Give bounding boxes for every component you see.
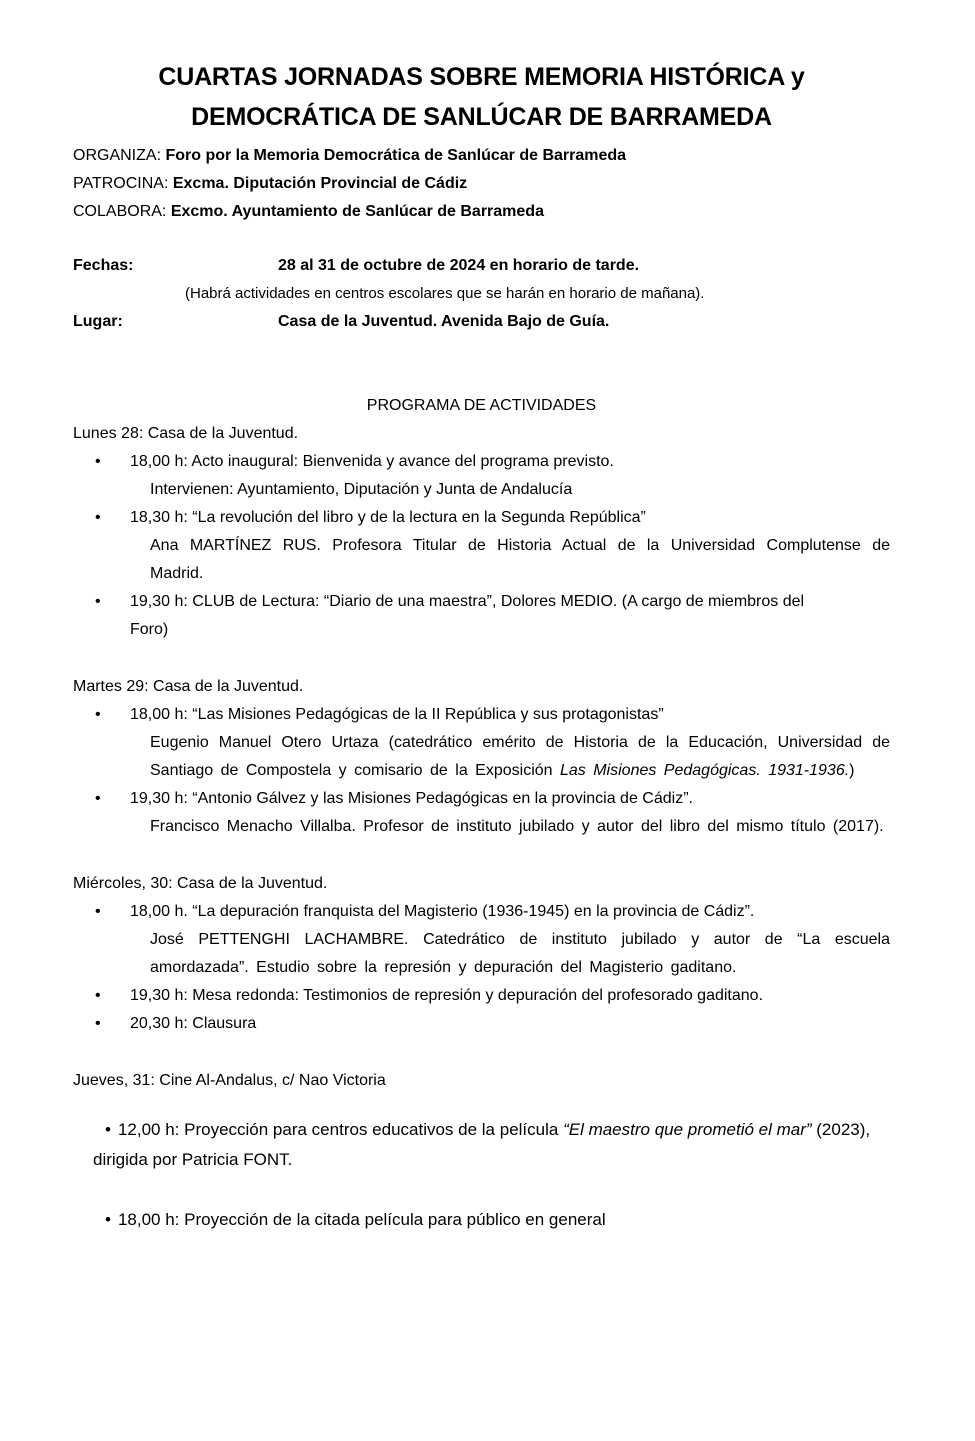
schedule-item	[73, 588, 890, 644]
speaker-detail: Francisco Menacho Villalba. Profesor de instituto jubilado y autor del libro del mismo título (2017).	[150, 818, 884, 835]
film-title-italic: “El maestro que prometió el mar”	[563, 1120, 812, 1139]
film-screening-item	[93, 1205, 890, 1235]
item-text: 12,00 h: Proyección para centros educativos de la película	[117, 1120, 564, 1139]
speaker-detail: Intervienen: Ayuntamiento, Diputación y Junta de Andalucía	[150, 481, 573, 498]
document-title	[73, 57, 890, 137]
day-title-monday: Lunes 28: Casa de la Juventud.	[73, 425, 299, 442]
item-text: 19,30 h: CLUB de Lectura: “Diario de una maestra”, Dolores MEDIO. (A cargo de miembros del Foro)	[130, 593, 805, 638]
item-text: 18,00 h: “Las Misiones Pedagógicas de la II República y sus protagonistas”	[130, 706, 664, 723]
fechas-label: Fechas:	[73, 257, 134, 274]
item-text: 20,30 h: Clausura	[130, 1015, 257, 1032]
colabora-label: COLABORA:	[73, 203, 171, 220]
credits-block	[73, 142, 890, 226]
bullet-icon: •	[95, 1015, 101, 1032]
bullet-icon: •	[95, 790, 101, 807]
day-section-tuesday	[73, 673, 890, 841]
item-text: (2023), dirigida por Patricia FONT.	[93, 1120, 871, 1169]
document-title-line1: CUARTAS JORNADAS SOBRE MEMORIA HISTÓRICA y	[158, 63, 805, 91]
schedule-item	[73, 898, 890, 926]
speaker-detail: Ana MARTÍNEZ RUS. Profesora Titular de Historia Actual de la Universidad Complutense de Madrid.	[150, 537, 890, 582]
day-section-wednesday	[73, 870, 890, 1038]
item-text: 18,00 h: Proyección de la citada película para público en general	[117, 1210, 606, 1229]
bullet-icon: •	[105, 1120, 111, 1139]
bullet-icon: •	[95, 903, 101, 920]
credit-colabora	[73, 198, 890, 226]
colabora-value: Excmo. Ayuntamiento de Sanlúcar de Barrameda	[170, 203, 544, 220]
exhibition-title-italic: Las Misiones Pedagógicas. 1931-1936.	[559, 762, 850, 779]
bullet-icon: •	[105, 1210, 111, 1229]
day-section-thursday	[73, 1067, 890, 1235]
day-title-tuesday: Martes 29: Casa de la Juventud.	[73, 678, 304, 695]
document-title-line2: DEMOCRÁTICA DE SANLÚCAR DE BARRAMEDA	[191, 103, 772, 131]
credit-organiza	[73, 142, 890, 170]
fechas-row	[73, 252, 890, 280]
fechas-note: (Habrá actividades en centros escolares que se harán en horario de mañana).	[185, 285, 705, 302]
bullet-icon: •	[95, 509, 101, 526]
organiza-value: Foro por la Memoria Democrática de Sanlúcar de Barrameda	[165, 147, 627, 164]
program-heading: PROGRAMA DE ACTIVIDADES	[366, 397, 597, 414]
speaker-detail: José PETTENGHI LACHAMBRE. Catedrático de instituto jubilado y autor de “La escuela amordazada”. Estudio sobre la represión y depuración del Magisterio gaditano.	[150, 931, 890, 976]
bullet-icon: •	[95, 593, 101, 610]
day-title-thursday: Jueves, 31: Cine Al-Andalus, c/ Nao Victoria	[73, 1072, 386, 1089]
detail-text: )	[849, 762, 855, 779]
lugar-row	[73, 308, 890, 336]
item-text: 19,30 h: Mesa redonda: Testimonios de represión y depuración del profesorado gaditano.	[130, 987, 764, 1004]
fechas-value: 28 al 31 de octubre de 2024 en horario de tarde.	[278, 257, 640, 274]
event-info-block	[73, 252, 890, 336]
item-text: 18,00 h. “La depuración franquista del Magisterio (1936-1945) en la provincia de Cádiz”.	[130, 903, 755, 920]
schedule-item	[73, 785, 890, 813]
item-text: 18,00 h: Acto inaugural: Bienvenida y avance del programa previsto.	[130, 453, 614, 470]
schedule-item	[73, 982, 890, 1010]
lugar-value: Casa de la Juventud. Avenida Bajo de Guía.	[278, 313, 610, 330]
day-section-monday	[73, 420, 890, 644]
speaker-detail	[150, 729, 890, 785]
item-text: 19,30 h: “Antonio Gálvez y las Misiones Pedagógicas en la provincia de Cádiz”.	[130, 790, 693, 807]
schedule-item	[73, 504, 890, 532]
patrocina-label: PATROCINA:	[73, 175, 173, 192]
organiza-label: ORGANIZA:	[73, 147, 166, 164]
schedule-item	[73, 701, 890, 729]
item-text: 18,30 h: “La revolución del libro y de la lectura en la Segunda República”	[130, 509, 646, 526]
day-title-wednesday: Miércoles, 30: Casa de la Juventud.	[73, 875, 328, 892]
schedule-item	[73, 1010, 890, 1038]
bullet-icon: •	[95, 453, 101, 470]
detail-text: Eugenio Manuel Otero Urtaza (catedrático emérito de Historia de la Educación, Universidad de Santiago de Compostela y comisario de la Exposición	[150, 734, 890, 779]
film-screening-item	[93, 1115, 890, 1175]
patrocina-value: Excma. Diputación Provincial de Cádiz	[172, 175, 468, 192]
schedule-item	[73, 448, 890, 476]
lugar-label: Lugar:	[73, 313, 123, 330]
bullet-icon: •	[95, 987, 101, 1004]
bullet-icon: •	[95, 706, 101, 723]
credit-patrocina	[73, 170, 890, 198]
